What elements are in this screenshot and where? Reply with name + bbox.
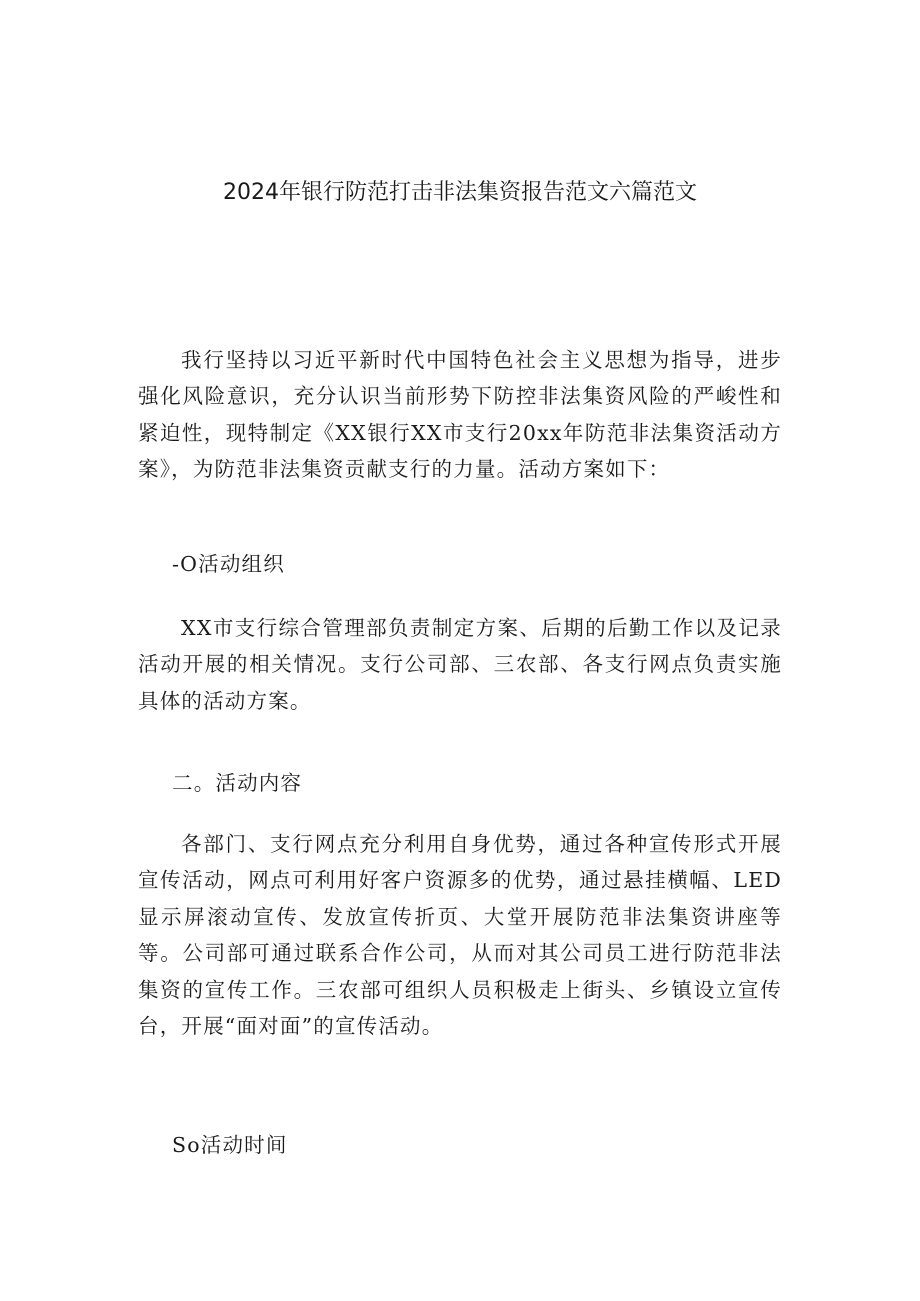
document-title: 2024年银行防范打击非法集资报告范文六篇范文 <box>223 180 697 205</box>
content-paragraph: 各部门、支行网点充分利用自身优势，通过各种宣传形式开展宣传活动，网点可利用好客户资源多的优势，通过悬挂横幅、LED显示屏滚动宣传、发放宣传折页、大堂开展防范非法集资讲座等等。公司部可通过联系合作公司，从而对其公司员工进行防范非法集资的宣传工作。三农部可组织人员积极走上街头、乡镇设立宣传台，开展“面对面”的宣传活动。 <box>138 832 782 1039</box>
organization-paragraph: XX市支行综合管理部负责制定方案、后期的后勤工作以及记录活动开展的相关情况。支行公司部、三农部、各支行网点负责实施具体的活动方案。 <box>138 616 782 713</box>
intro-paragraph: 我行坚持以习近平新时代中国特色社会主义思想为指导，进步强化风险意识，充分认识当前形势下防控非法集资风险的严峻性和紧迫性，现特制定《XX银行XX市支行20xx年防范非法集资活动方案》，为防范非法集资贡献支行的力量。活动方案如下： <box>138 348 782 482</box>
section-heading-time: So活动时间 <box>172 1133 288 1157</box>
section-heading-content: 二。活动内容 <box>172 771 303 795</box>
section-heading-organization: -O活动组织 <box>172 552 285 576</box>
